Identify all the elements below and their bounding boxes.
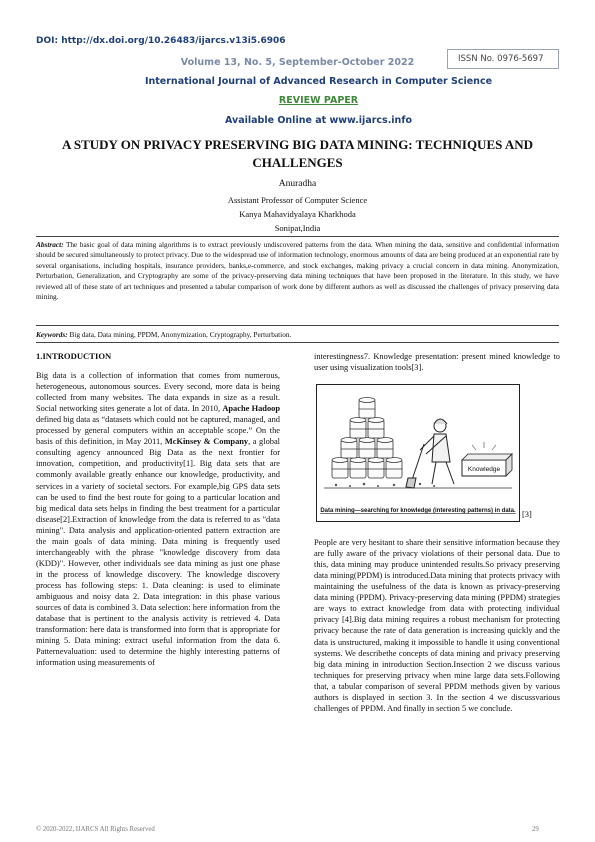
left-column [36, 351, 280, 668]
paper-title: A STUDY ON PRIVACY PRESERVING BIG DATA MINING: TECHNIQUES AND CHALLENGES [61, 137, 534, 170]
abstract [36, 240, 559, 302]
paper-type: REVIEW PAPER [278, 95, 359, 106]
figure-citation: [3] [522, 510, 532, 519]
right-paragraph-1: interestingness7. Knowledge presentation: present mined knowledge to user using visualization tools[3]. [314, 352, 560, 373]
abstract-text: The basic goal of data mining algorithms is to extract previously undiscovered patterns from the data. When mining the data, sensitive and confidential information should be secured simultaneously to protect privacy. Due to the widespread use of information technology, enormous amounts of data are being produced at an exponential rate by several organisations, including hospitals, insurance providers, banks,e-commerce, and stock exchanges, making privacy a crucial concern in data mining. Anonymization, Perturbation, Generalization, and Cryptography are some of the privacy-preserving data mining techniques that have been proposed in the literature. In this study, we have reviewed all of these state of art techniques and presented a tabular comparison of work done by different authors as well as discussed the challenges of privacy preserving data mining. [36, 240, 559, 302]
right-paragraph-2: People are very hesitant to share their sensitive information because they are fully aware of the privacy violations of their personal data. Due to this, data mining may produce unintended results.So privacy preserving data mining(PPDM) is introduced.Data mining that protects privacy with maintaining the usefulness of the data is known as privacy-preserving data mining (PPDM). Privacy-preserving data mining (PPDM) strategies are ways to extract knowledge from data with protecting individual privacy [4].Big data mining requires a robust mechanism for protecting privacy because the rate of data generation is increasing quickly and the data is unstructured, making it impossible to handle it using conventional systems. We describethe concepts of data mining and privacy preserving big data mining in introduction Section.Insection 2 we discuss various techniques for preserving privacy when mine large data sets.Following that, a tabular comparison of several PPDM methods given by various authors is displayed in section 3. In the section 4 we discussvarious challenges of PPDM. And finally in section 5 we conclude. [314, 538, 560, 713]
author-position: Assistant Professor of Computer Science [227, 195, 368, 205]
volume-info: Volume 13, No. 5, September-October 2022 [180, 57, 415, 68]
abstract-label: Abstract: [36, 240, 64, 249]
apache-hadoop-term: Apache Hadoop [222, 404, 280, 414]
journal-name: International Journal of Advanced Research in Computer Science [144, 76, 493, 87]
issn-box: ISSN No. 0976-5697 [447, 49, 559, 69]
abstract-bottom-rule [36, 325, 559, 326]
keywords-bottom-rule [36, 342, 559, 343]
author-location: Sonipat,India [274, 223, 321, 233]
intro-paragraph: Big data is a collection of information that comes from numerous, heterogeneous, autonomous sources. Every second, more data is being collected from many websites. The data expands in size as a result. Social networking sites generate a lot of data. In 2010, Apache Hadoop defined big data as “datasets which could not be captured, managed, and processed by general computers within an acceptable scope.” On the basis of this definition, in May 2011, McKinsey & Company, a global consulting agency announced Big Data as the next frontier for innovation, competition, and productivity[1]. Big data sets that are commonly available greatly enhance our knowledge, productivity, and services in a variety of societal sectors. For example,big GPS data sets can be used to find the best route for going to a particular location and big medical data sets helps in finding the best treatment for a particular disease[2].Extraction of knowledge from the data is referred to as "data mining". Data analysis and application-oriented pattern extraction are the main goals of data mining. Data mining is frequently used interchangeably with the phrase "knowledge discovery from data (KDD)". However, other individuals see data mining as just one phase in the process of knowledge discovery. The knowledge discovery process has following steps: 1. Data cleaning: is used to eliminate ambiguous and noisy data 2. Data integration: in this phase various sources of data is combined 3. Data selection: here information from the database that is pertinent to the analysis activity is retrieved 4. Data transformation: here data is transformed into form that is appropriate for mining 5. Data mining: extract useful information from the data 6. Patternevaluation: used to determine the highly interesting patterns of information using measurements of [36, 371, 280, 668]
keywords-label: Keywords: [36, 330, 68, 339]
footer-copyright: © 2020-2022, IJARCS All Rights Reserved [36, 826, 155, 833]
author-name: Anuradha [278, 179, 317, 189]
author-institution: Kanya Mahavidyalaya Kharkhoda [239, 209, 356, 219]
mckinsey-term: McKinsey & Company [164, 437, 249, 447]
knowledge-box [462, 454, 512, 476]
data-mining-figure [316, 384, 520, 522]
journal-website[interactable]: Available Online at www.ijarcs.info [225, 115, 412, 126]
keywords-text: Big data, Data mining, PPDM, Anonymization, Cryptography, Perturbation. [69, 330, 292, 339]
author-affiliation [0, 193, 595, 235]
figure-caption: Data mining—searching for knowledge (interesting patterns) in data. [320, 508, 516, 514]
doi-link[interactable]: DOI: http://dx.doi.org/10.26483/ijarcs.v13i5.6906 [36, 36, 286, 46]
keywords [36, 330, 559, 340]
page-number: 29 [532, 826, 539, 833]
knowledge-label: Knowledge [467, 466, 501, 473]
section-heading: 1.INTRODUCTION [36, 351, 112, 361]
abstract-top-rule [36, 236, 559, 237]
